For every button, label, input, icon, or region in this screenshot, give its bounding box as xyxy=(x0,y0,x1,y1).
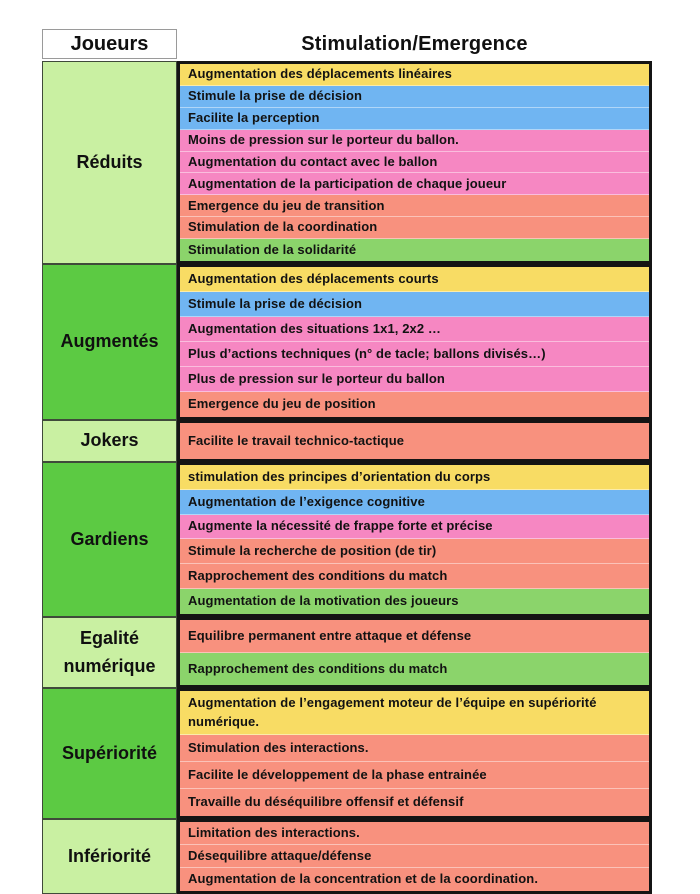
effect-row xyxy=(180,86,649,108)
effect-text: Rapprochement des conditions du match xyxy=(188,660,448,676)
header-joueurs: Joueurs xyxy=(42,29,177,59)
effect-text: Stimule la prise de décision xyxy=(188,88,363,104)
effects-block-egalite-numerique xyxy=(177,617,652,688)
effects-block-jokers xyxy=(177,420,652,462)
category-label: Supériorité xyxy=(61,742,158,763)
category-label: Egalité numérique xyxy=(63,627,156,676)
category-label: Augmentés xyxy=(60,331,159,352)
players-column xyxy=(42,61,177,894)
effect-text: Stimule la prise de décision xyxy=(188,295,363,311)
category-superiorite xyxy=(42,688,177,819)
effect-row xyxy=(180,342,649,367)
effect-text: Stimulation de la coordination xyxy=(188,219,378,235)
effect-row xyxy=(180,564,649,589)
category-label: Gardiens xyxy=(70,528,149,549)
effect-text: Augmentation du contact avec le ballon xyxy=(188,153,438,169)
effect-row xyxy=(180,589,649,614)
category-label: Réduits xyxy=(76,151,143,172)
effect-text: Rapprochement des conditions du match xyxy=(188,568,448,584)
effect-row xyxy=(180,620,649,653)
effect-text: Stimule la recherche de position (de tir) xyxy=(188,543,437,559)
effect-row xyxy=(180,173,649,195)
effect-row xyxy=(180,762,649,789)
effect-text: Facilite la perception xyxy=(188,110,320,126)
table-header-row xyxy=(42,29,652,59)
category-jokers xyxy=(42,420,177,462)
effect-row xyxy=(180,822,649,845)
effect-row xyxy=(180,868,649,891)
category-reduits xyxy=(42,61,177,264)
category-label: Infériorité xyxy=(67,845,151,866)
effect-row xyxy=(180,317,649,342)
effects-block-reduits xyxy=(177,61,652,264)
effect-text: Augmentation des déplacements courts xyxy=(188,270,439,286)
effect-text: Augmentation de l’exigence cognitive xyxy=(188,493,425,509)
effect-text: Emergence du jeu de transition xyxy=(188,197,385,213)
effect-row xyxy=(180,423,649,459)
effect-row xyxy=(180,845,649,868)
effect-row xyxy=(180,108,649,130)
effect-text: Augmentation de l’engagement moteur de l’équipe en supériorité numérique. xyxy=(188,695,597,729)
effect-row xyxy=(180,217,649,239)
effect-row xyxy=(180,465,649,490)
effect-text: Plus de pression sur le porteur du ballon xyxy=(188,370,445,386)
effect-text: Facilite le développement de la phase entrainée xyxy=(188,766,487,782)
effect-row xyxy=(180,239,649,261)
effect-text: Désequilibre attaque/défense xyxy=(188,847,372,863)
effect-row xyxy=(180,195,649,217)
effects-column xyxy=(177,61,652,894)
effect-text: Augmentation de la participation de chaque joueur xyxy=(188,175,507,191)
effect-row xyxy=(180,64,649,86)
table-body xyxy=(42,61,652,894)
category-egalite-numerique xyxy=(42,617,177,688)
effect-text: Plus d’actions techniques (n° de tacle; ballons divisés…) xyxy=(188,345,546,361)
effect-text: Stimulation des interactions. xyxy=(188,739,369,755)
players-stimulation-table xyxy=(42,29,652,894)
effect-row xyxy=(180,292,649,317)
effect-text: Augmentation de la motivation des joueurs xyxy=(188,593,459,609)
effect-row xyxy=(180,490,649,515)
effect-row xyxy=(180,735,649,762)
header-stimulation-emergence: Stimulation/Emergence xyxy=(301,32,528,55)
category-gardiens xyxy=(42,462,177,617)
effect-row xyxy=(180,367,649,392)
effect-row xyxy=(180,515,649,540)
effect-text: stimulation des principes d’orientation du corps xyxy=(188,468,491,484)
effect-row xyxy=(180,130,649,152)
effect-text: Moins de pression sur le porteur du ballon. xyxy=(188,131,459,147)
effect-text: Augmentation de la concentration et de la coordination. xyxy=(188,871,539,887)
effect-text: Stimulation de la solidarité xyxy=(188,241,357,257)
effect-row xyxy=(180,789,649,816)
effect-text: Augmentation des déplacements linéaires xyxy=(188,66,452,82)
effect-row xyxy=(180,392,649,417)
effect-row xyxy=(180,653,649,686)
effect-text: Augmente la nécessité de frappe forte et précise xyxy=(188,518,493,534)
effect-row xyxy=(180,152,649,174)
effects-block-superiorite xyxy=(177,688,652,819)
effect-row xyxy=(180,539,649,564)
effects-block-gardiens xyxy=(177,462,652,617)
effect-row xyxy=(180,691,649,735)
effect-text: Travaille du déséquilibre offensif et défensif xyxy=(188,794,464,810)
effect-row xyxy=(180,267,649,292)
category-inferiorite xyxy=(42,819,177,894)
category-label: Jokers xyxy=(80,430,139,451)
effect-text: Augmentation des situations 1x1, 2x2 … xyxy=(188,320,442,336)
effect-text: Facilite le travail technico-tactique xyxy=(188,432,405,448)
category-augmentes xyxy=(42,264,177,420)
effects-block-inferiorite xyxy=(177,819,652,894)
effect-text: Emergence du jeu de position xyxy=(188,396,376,412)
effect-text: Equilibre permanent entre attaque et défense xyxy=(188,627,472,643)
effects-block-augmentes xyxy=(177,264,652,420)
effect-text: Limitation des interactions. xyxy=(188,824,360,840)
